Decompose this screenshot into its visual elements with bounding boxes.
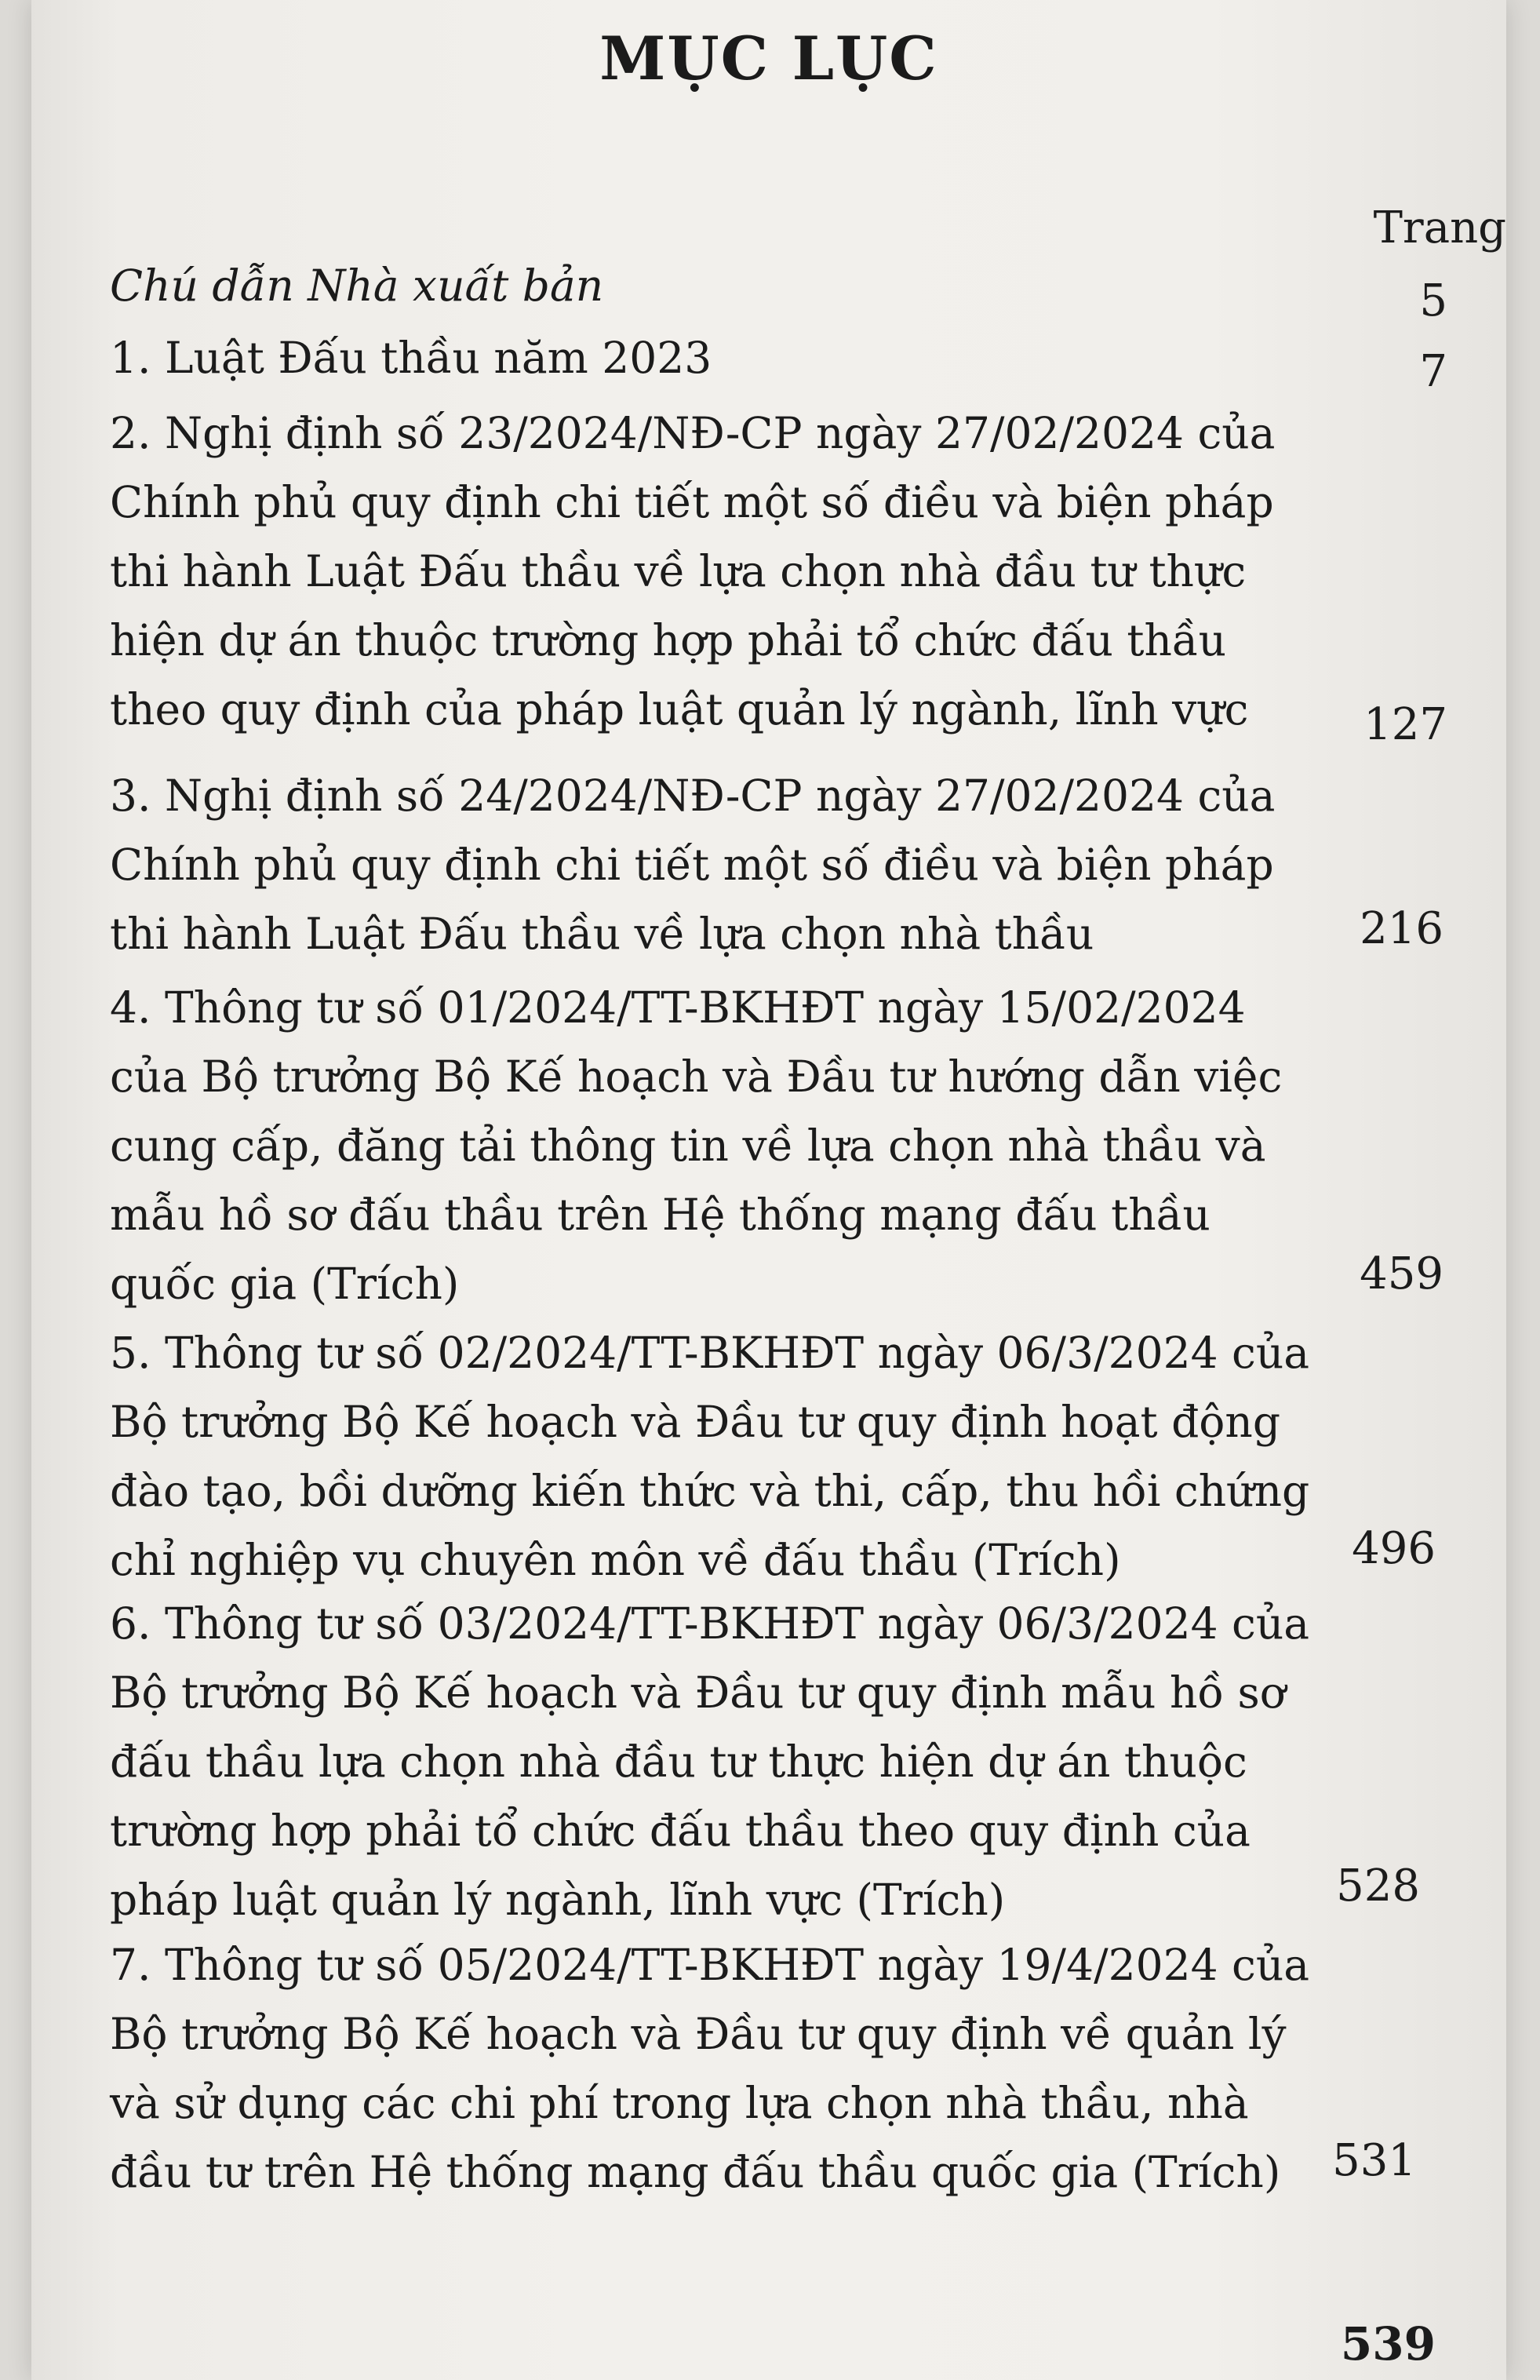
toc-entry-text: 6. Thông tư số 03/2024/TT-BKHĐT ngày 06/3/2024 của Bộ trưởng Bộ Kế hoạch và Đầu tư quy định mẫu hồ sơ đấu thầu lựa chọn nhà đầu tư thực hiện dự án thuộc trường hợp phải tổ chức đấu thầu theo quy định của pháp luật quản lý ngành, lĩnh vực (Trích) bbox=[110, 1598, 1310, 1925]
toc-entry bbox=[110, 761, 1330, 968]
toc-entry-page: 5 bbox=[1419, 275, 1447, 326]
toc-entry bbox=[110, 1930, 1330, 2207]
toc-entry-text: 5. Thông tư số 02/2024/TT-BKHĐT ngày 06/3/2024 của Bộ trưởng Bộ Kế hoạch và Đầu tư quy định hoạt động đào tạo, bồi dưỡng kiến thức và thi, cấp, thu hồi chứng chỉ nghiệp vụ chuyên môn về đấu thầu (Trích) bbox=[110, 1328, 1310, 1585]
toc-entry-text: 3. Nghị định số 24/2024/NĐ-CP ngày 27/02/2024 của Chính phủ quy định chi tiết một số điều và biện pháp thi hành Luật Đấu thầu về lựa chọn nhà thầu bbox=[110, 771, 1276, 959]
toc-entry-text: Chú dẫn Nhà xuất bản bbox=[110, 261, 604, 311]
toc-entry-text: 1. Luật Đấu thầu năm 2023 bbox=[110, 333, 712, 383]
toc-entry-text: 4. Thông tư số 01/2024/TT-BKHĐT ngày 15/02/2024 của Bộ trưởng Bộ Kế hoạch và Đầu tư hướng dẫn việc cung cấp, đăng tải thông tin về lựa chọn nhà thầu và mẫu hồ sơ đấu thầu trên Hệ thống mạng đấu thầu quốc gia (Trích) bbox=[110, 982, 1283, 1309]
toc-entry-page: 528 bbox=[1336, 1861, 1420, 1912]
page-number: 539 bbox=[1340, 2317, 1436, 2371]
toc-entry-page: 459 bbox=[1360, 1248, 1444, 1299]
page-column-header: Trang bbox=[1373, 202, 1506, 253]
toc-entry bbox=[110, 1589, 1330, 1934]
toc-entry bbox=[110, 251, 1330, 320]
page-title: MỤC LỤC bbox=[599, 24, 938, 93]
toc-entry-page: 127 bbox=[1363, 699, 1447, 750]
toc-entry-page: 7 bbox=[1419, 346, 1447, 397]
toc-entry-page: 531 bbox=[1332, 2135, 1416, 2186]
toc-entry bbox=[110, 399, 1330, 744]
toc-entry bbox=[110, 323, 1330, 392]
toc-entry bbox=[110, 973, 1330, 1318]
toc-entry-text: 7. Thông tư số 05/2024/TT-BKHĐT ngày 19/4/2024 của Bộ trưởng Bộ Kế hoạch và Đầu tư quy định về quản lý và sử dụng các chi phí trong lựa chọn nhà thầu, nhà đầu tư trên Hệ thống mạng đấu thầu quốc gia (Trích) bbox=[110, 1940, 1310, 2197]
toc-entry-page: 496 bbox=[1352, 1523, 1436, 1574]
toc-entry-page: 216 bbox=[1360, 903, 1444, 954]
toc-entry-text: 2. Nghị định số 23/2024/NĐ-CP ngày 27/02/2024 của Chính phủ quy định chi tiết một số điều và biện pháp thi hành Luật Đấu thầu về lựa chọn nhà đầu tư thực hiện dự án thuộc trường hợp phải tổ chức đấu thầu theo quy định của pháp luật quản lý ngành, lĩnh vực bbox=[110, 408, 1276, 734]
book-page bbox=[31, 0, 1506, 2380]
toc-entry bbox=[110, 1318, 1330, 1595]
